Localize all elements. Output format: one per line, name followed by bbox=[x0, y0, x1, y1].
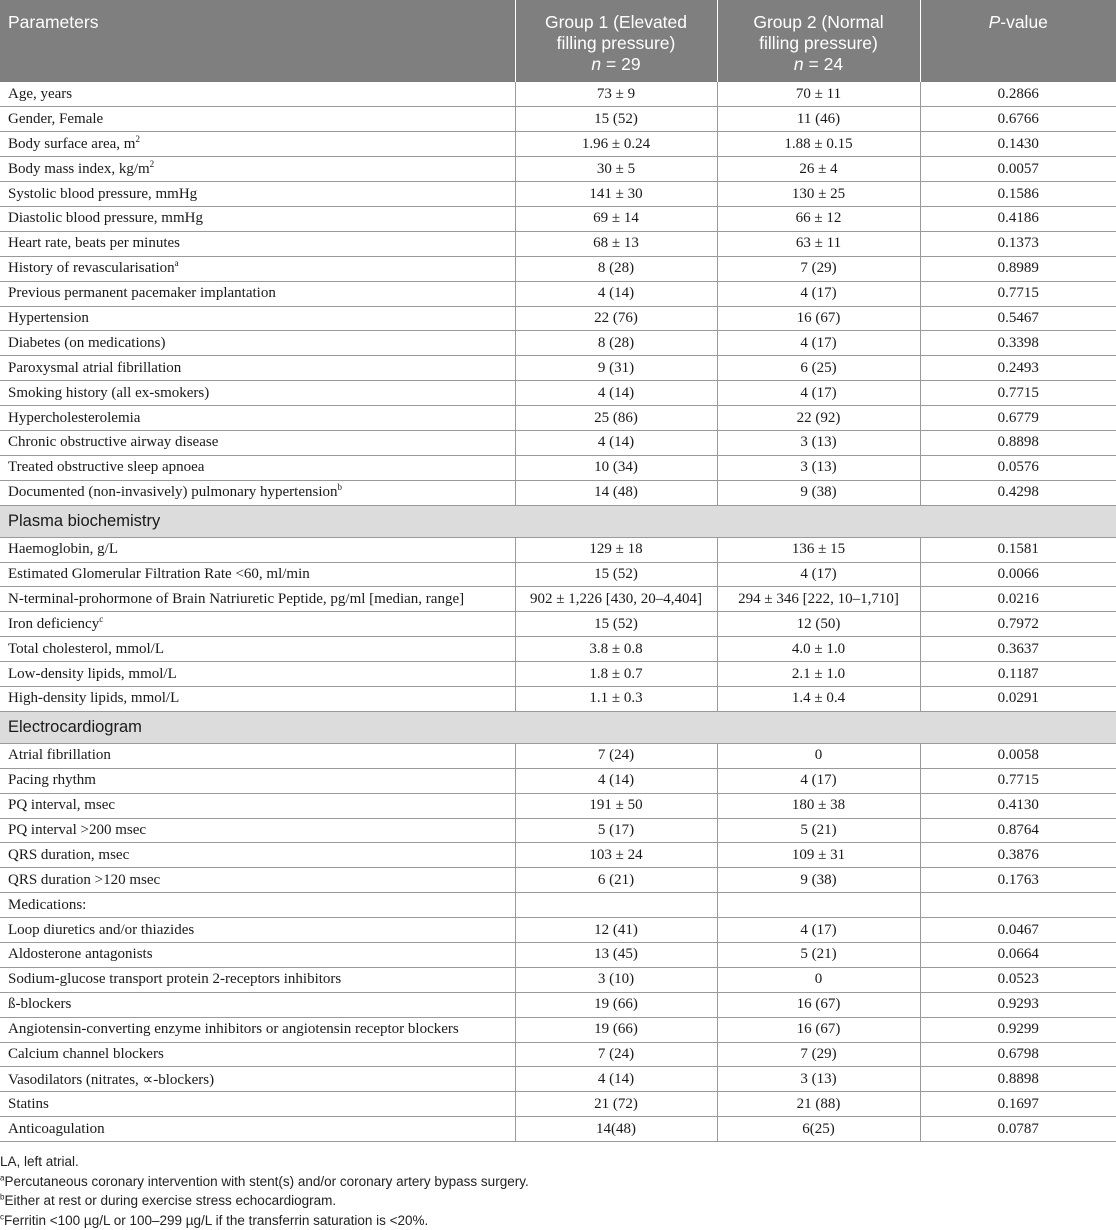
p-value-cell: 0.1373 bbox=[920, 231, 1116, 256]
table-row bbox=[0, 281, 1116, 306]
p-value-cell: 0.3398 bbox=[920, 331, 1116, 356]
p-value-cell: 0.7715 bbox=[920, 381, 1116, 406]
p-value-cell: 0.4298 bbox=[920, 480, 1116, 505]
param-cell: Gender, Female bbox=[0, 107, 515, 132]
group1-cell: 19 (66) bbox=[515, 992, 717, 1017]
table-row bbox=[0, 231, 1116, 256]
footnotes bbox=[0, 1152, 1116, 1230]
table-row bbox=[0, 612, 1116, 637]
section-row bbox=[0, 505, 1116, 537]
header-group1: Group 1 (Elevated filling pressure) n = 29 bbox=[515, 0, 717, 82]
p-value-cell: 0.1581 bbox=[920, 537, 1116, 562]
group2-cell: 16 (67) bbox=[717, 306, 920, 331]
group2-cell: 9 (38) bbox=[717, 480, 920, 505]
param-cell: Chronic obstructive airway disease bbox=[0, 430, 515, 455]
group1-cell: 25 (86) bbox=[515, 406, 717, 431]
group2-cell: 136 ± 15 bbox=[717, 537, 920, 562]
param-cell: Aldosterone antagonists bbox=[0, 943, 515, 968]
group2-cell: 1.4 ± 0.4 bbox=[717, 686, 920, 711]
table-row bbox=[0, 256, 1116, 281]
table-row bbox=[0, 768, 1116, 793]
p-value-cell: 0.0467 bbox=[920, 918, 1116, 943]
param-cell: Iron deficiency$^c$ bbox=[0, 612, 515, 637]
table-row bbox=[0, 1092, 1116, 1117]
group1-cell: 1.8 ± 0.7 bbox=[515, 662, 717, 687]
group1-cell: 7 (24) bbox=[515, 743, 717, 768]
param-cell: Paroxysmal atrial fibrillation bbox=[0, 356, 515, 381]
group1-cell: 21 (72) bbox=[515, 1092, 717, 1117]
group2-cell: 63 ± 11 bbox=[717, 231, 920, 256]
param-cell: Sodium-glucose transport protein 2-receptors inhibitors bbox=[0, 967, 515, 992]
group1-cell: 69 ± 14 bbox=[515, 206, 717, 231]
table-row bbox=[0, 843, 1116, 868]
p-value-cell: 0.1697 bbox=[920, 1092, 1116, 1117]
table-row bbox=[0, 893, 1116, 918]
group1-cell: 12 (41) bbox=[515, 918, 717, 943]
header-group2: Group 2 (Normal filling pressure) n = 24 bbox=[717, 0, 920, 82]
group1-cell: 9 (31) bbox=[515, 356, 717, 381]
group2-cell: 4 (17) bbox=[717, 331, 920, 356]
param-cell: Heart rate, beats per minutes bbox=[0, 231, 515, 256]
table-row bbox=[0, 1067, 1116, 1092]
group1-cell: 19 (66) bbox=[515, 1017, 717, 1042]
group1-cell: 8 (28) bbox=[515, 331, 717, 356]
group2-cell: 3 (13) bbox=[717, 1067, 920, 1092]
group2-cell: 3 (13) bbox=[717, 455, 920, 480]
param-cell: PQ interval, msec bbox=[0, 793, 515, 818]
group1-cell: 5 (17) bbox=[515, 818, 717, 843]
table-row bbox=[0, 818, 1116, 843]
group2-cell: 2.1 ± 1.0 bbox=[717, 662, 920, 687]
group2-cell: 26 ± 4 bbox=[717, 157, 920, 182]
param-cell: Pacing rhythm bbox=[0, 768, 515, 793]
group1-cell: 3.8 ± 0.8 bbox=[515, 637, 717, 662]
p-value-cell: 0.0787 bbox=[920, 1117, 1116, 1142]
param-cell: Diastolic blood pressure, mmHg bbox=[0, 206, 515, 231]
param-cell: PQ interval >200 msec bbox=[0, 818, 515, 843]
group2-cell: 1.88 ± 0.15 bbox=[717, 132, 920, 157]
table-row bbox=[0, 662, 1116, 687]
group2-cell: 9 (38) bbox=[717, 868, 920, 893]
group2-cell: 7 (29) bbox=[717, 256, 920, 281]
p-value-cell: 0.8764 bbox=[920, 818, 1116, 843]
group2-cell: 16 (67) bbox=[717, 992, 920, 1017]
param-cell: Hypertension bbox=[0, 306, 515, 331]
table-row bbox=[0, 967, 1116, 992]
group1-cell: 1.96 ± 0.24 bbox=[515, 132, 717, 157]
p-value-cell: 0.3637 bbox=[920, 637, 1116, 662]
p-value-cell: 0.6779 bbox=[920, 406, 1116, 431]
group2-cell: 0 bbox=[717, 743, 920, 768]
param-cell: Age, years bbox=[0, 82, 515, 107]
group1-cell: 13 (45) bbox=[515, 943, 717, 968]
group1-cell: 8 (28) bbox=[515, 256, 717, 281]
p-value-cell: 0.0291 bbox=[920, 686, 1116, 711]
group2-cell: 12 (50) bbox=[717, 612, 920, 637]
p-value-cell: 0.3876 bbox=[920, 843, 1116, 868]
group2-cell: 4 (17) bbox=[717, 768, 920, 793]
section-row bbox=[0, 711, 1116, 743]
group2-cell: 5 (21) bbox=[717, 818, 920, 843]
param-cell: Atrial fibrillation bbox=[0, 743, 515, 768]
group2-cell: 16 (67) bbox=[717, 1017, 920, 1042]
group1-cell: 30 ± 5 bbox=[515, 157, 717, 182]
group2-cell: 294 ± 346 [222, 10–1,710] bbox=[717, 587, 920, 612]
group2-cell: 4.0 ± 1.0 bbox=[717, 637, 920, 662]
p-value-cell: 0.0576 bbox=[920, 455, 1116, 480]
p-value-cell: 0.8898 bbox=[920, 430, 1116, 455]
param-cell: Anticoagulation bbox=[0, 1117, 515, 1142]
param-cell: Calcium channel blockers bbox=[0, 1042, 515, 1067]
section-title: Electrocardiogram bbox=[0, 711, 1116, 743]
param-cell: Hypercholesterolemia bbox=[0, 406, 515, 431]
group1-cell: 14(48) bbox=[515, 1117, 717, 1142]
p-value-cell: 0.1187 bbox=[920, 662, 1116, 687]
p-value-cell: 0.0216 bbox=[920, 587, 1116, 612]
group2-cell: 21 (88) bbox=[717, 1092, 920, 1117]
group1-cell: 4 (14) bbox=[515, 381, 717, 406]
group1-cell: 10 (34) bbox=[515, 455, 717, 480]
footnote: $^a$Percutaneous coronary intervention with stent(s) and/or coronary artery bypass surgery. bbox=[0, 1173, 529, 1189]
param-cell: Angiotensin-converting enzyme inhibitors or angiotensin receptor blockers bbox=[0, 1017, 515, 1042]
group1-cell: 4 (14) bbox=[515, 281, 717, 306]
p-value-cell: 0.9299 bbox=[920, 1017, 1116, 1042]
p-value-cell: 0.5467 bbox=[920, 306, 1116, 331]
table-row bbox=[0, 637, 1116, 662]
group1-cell: 15 (52) bbox=[515, 612, 717, 637]
p-value-cell: 0.9293 bbox=[920, 992, 1116, 1017]
table-row bbox=[0, 587, 1116, 612]
group1-cell: 14 (48) bbox=[515, 480, 717, 505]
p-value-cell: 0.8989 bbox=[920, 256, 1116, 281]
table-row bbox=[0, 430, 1116, 455]
p-value-cell: 0.8898 bbox=[920, 1067, 1116, 1092]
group1-cell: 15 (52) bbox=[515, 562, 717, 587]
group1-cell: 68 ± 13 bbox=[515, 231, 717, 256]
table-row bbox=[0, 381, 1116, 406]
group1-cell: 129 ± 18 bbox=[515, 537, 717, 562]
group2-cell: 3 (13) bbox=[717, 430, 920, 455]
param-cell: History of revascularisation$^a$ bbox=[0, 256, 515, 281]
group2-cell bbox=[717, 893, 920, 918]
table-body bbox=[0, 82, 1116, 1142]
group1-cell: 1.1 ± 0.3 bbox=[515, 686, 717, 711]
group2-cell: 130 ± 25 bbox=[717, 182, 920, 207]
footnote: $^b$Either at rest or during exercise stress echocardiogram. bbox=[0, 1192, 337, 1208]
group2-cell: 0 bbox=[717, 967, 920, 992]
group1-cell: 6 (21) bbox=[515, 868, 717, 893]
table-row bbox=[0, 562, 1116, 587]
p-value-cell: 0.2493 bbox=[920, 356, 1116, 381]
param-cell: Low-density lipids, mmol/L bbox=[0, 662, 515, 687]
param-cell: Total cholesterol, mmol/L bbox=[0, 637, 515, 662]
p-value-cell bbox=[920, 893, 1116, 918]
group2-cell: 4 (17) bbox=[717, 281, 920, 306]
param-cell: Statins bbox=[0, 1092, 515, 1117]
param-cell: High-density lipids, mmol/L bbox=[0, 686, 515, 711]
param-cell: Vasodilators (nitrates, ∝-blockers) bbox=[0, 1067, 515, 1092]
table-row bbox=[0, 157, 1116, 182]
table-row bbox=[0, 686, 1116, 711]
param-cell: Treated obstructive sleep apnoea bbox=[0, 455, 515, 480]
group2-cell: 7 (29) bbox=[717, 1042, 920, 1067]
p-value-cell: 0.1430 bbox=[920, 132, 1116, 157]
table-row bbox=[0, 356, 1116, 381]
group1-cell: 141 ± 30 bbox=[515, 182, 717, 207]
p-value-cell: 0.7715 bbox=[920, 768, 1116, 793]
table-header bbox=[0, 0, 1116, 82]
table-row bbox=[0, 132, 1116, 157]
p-value-cell: 0.4186 bbox=[920, 206, 1116, 231]
p-value-cell: 0.0523 bbox=[920, 967, 1116, 992]
p-value-cell: 0.7972 bbox=[920, 612, 1116, 637]
param-cell: Documented (non-invasively) pulmonary hypertension$^b$ bbox=[0, 480, 515, 505]
group2-cell: 4 (17) bbox=[717, 918, 920, 943]
table-row bbox=[0, 793, 1116, 818]
group2-cell: 6 (25) bbox=[717, 356, 920, 381]
param-cell: Loop diuretics and/or thiazides bbox=[0, 918, 515, 943]
group2-cell: 4 (17) bbox=[717, 381, 920, 406]
param-cell: Medications: bbox=[0, 893, 515, 918]
footnote: $^c$Ferritin <100 µg/L or 100–299 µg/L if the transferrin saturation is <20%. bbox=[0, 1212, 429, 1228]
group2-cell: 4 (17) bbox=[717, 562, 920, 587]
param-cell: Previous permanent pacemaker implantation bbox=[0, 281, 515, 306]
p-value-cell: 0.6766 bbox=[920, 107, 1116, 132]
p-value-cell: 0.1763 bbox=[920, 868, 1116, 893]
group1-cell: 4 (14) bbox=[515, 768, 717, 793]
group1-cell bbox=[515, 893, 717, 918]
param-cell: QRS duration, msec bbox=[0, 843, 515, 868]
param-cell: QRS duration >120 msec bbox=[0, 868, 515, 893]
group1-cell: 3 (10) bbox=[515, 967, 717, 992]
table-row bbox=[0, 306, 1116, 331]
table-row bbox=[0, 1042, 1116, 1067]
p-value-cell: 0.0066 bbox=[920, 562, 1116, 587]
group2-cell: 70 ± 11 bbox=[717, 82, 920, 107]
param-cell: Body mass index, $kg/m^2$ bbox=[0, 157, 515, 182]
group2-cell: 11 (46) bbox=[717, 107, 920, 132]
param-cell: Body surface area, $m^2$ bbox=[0, 132, 515, 157]
p-value-cell: 0.6798 bbox=[920, 1042, 1116, 1067]
table-row bbox=[0, 331, 1116, 356]
table-row bbox=[0, 406, 1116, 431]
group1-cell: 4 (14) bbox=[515, 430, 717, 455]
group1-cell: 4 (14) bbox=[515, 1067, 717, 1092]
p-value-cell: 0.0664 bbox=[920, 943, 1116, 968]
footnote: LA, left atrial. bbox=[0, 1154, 79, 1169]
param-cell: Smoking history (all ex-smokers) bbox=[0, 381, 515, 406]
group2-cell: 66 ± 12 bbox=[717, 206, 920, 231]
table-row bbox=[0, 743, 1116, 768]
group1-cell: 191 ± 50 bbox=[515, 793, 717, 818]
section-title: Plasma biochemistry bbox=[0, 505, 1116, 537]
p-value-cell: 0.7715 bbox=[920, 281, 1116, 306]
group1-cell: 22 (76) bbox=[515, 306, 717, 331]
param-cell: N-terminal-prohormone of Brain Natriuretic Peptide, pg/ml [median, range] bbox=[0, 587, 515, 612]
group2-cell: 5 (21) bbox=[717, 943, 920, 968]
group2-cell: 180 ± 38 bbox=[717, 793, 920, 818]
table-row bbox=[0, 1017, 1116, 1042]
p-value-cell: 0.0058 bbox=[920, 743, 1116, 768]
table-row bbox=[0, 455, 1116, 480]
group2-cell: 6(25) bbox=[717, 1117, 920, 1142]
table-row bbox=[0, 992, 1116, 1017]
group1-cell: 902 ± 1,226 [430, 20–4,404] bbox=[515, 587, 717, 612]
param-cell: Diabetes (on medications) bbox=[0, 331, 515, 356]
p-value-cell: 0.0057 bbox=[920, 157, 1116, 182]
p-value-cell: 0.4130 bbox=[920, 793, 1116, 818]
header-p-value: P-value bbox=[920, 0, 1116, 82]
table-row bbox=[0, 918, 1116, 943]
table-row bbox=[0, 1117, 1116, 1142]
table-row bbox=[0, 107, 1116, 132]
table-row bbox=[0, 868, 1116, 893]
table-row bbox=[0, 82, 1116, 107]
param-cell: Systolic blood pressure, mmHg bbox=[0, 182, 515, 207]
group1-cell: 73 ± 9 bbox=[515, 82, 717, 107]
header-parameters: Parameters bbox=[0, 0, 515, 82]
table-row bbox=[0, 206, 1116, 231]
p-value-cell: 0.2866 bbox=[920, 82, 1116, 107]
p-value-cell: 0.1586 bbox=[920, 182, 1116, 207]
group1-cell: 15 (52) bbox=[515, 107, 717, 132]
group2-cell: 22 (92) bbox=[717, 406, 920, 431]
group1-cell: 103 ± 24 bbox=[515, 843, 717, 868]
table-row bbox=[0, 480, 1116, 505]
table-row bbox=[0, 943, 1116, 968]
param-cell: ß-blockers bbox=[0, 992, 515, 1017]
table-row bbox=[0, 182, 1116, 207]
param-cell: Estimated Glomerular Filtration Rate <60, ml/min bbox=[0, 562, 515, 587]
param-cell: Haemoglobin, g/L bbox=[0, 537, 515, 562]
group2-cell: 109 ± 31 bbox=[717, 843, 920, 868]
table-row bbox=[0, 537, 1116, 562]
group1-cell: 7 (24) bbox=[515, 1042, 717, 1067]
